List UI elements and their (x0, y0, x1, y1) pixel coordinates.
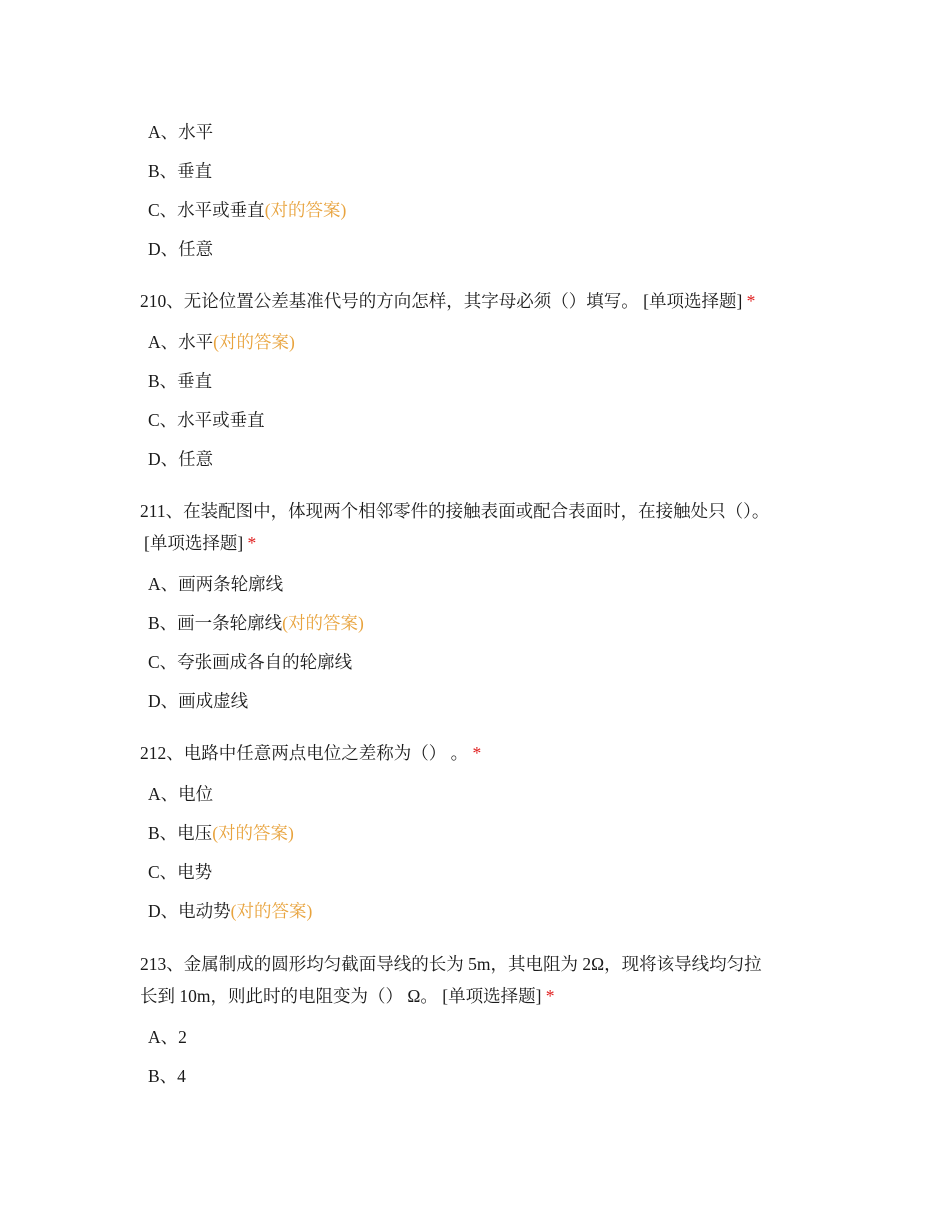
question-text: 长到 10m，则此时的电阻变为（） Ω。 [单项选择题] (140, 986, 542, 1006)
required-star: * (247, 533, 257, 553)
question-213-cont (140, 985, 555, 1007)
question-210 (140, 290, 755, 312)
option-c (148, 861, 212, 883)
question-text: 210、无论位置公差基准代号的方向怎样，其字母必须（）填写。 [单项选择题] (140, 291, 743, 311)
option-text: B、画一条轮廓线 (148, 613, 283, 633)
option-text: D、任意 (148, 239, 214, 259)
question-text: 213、金属制成的圆形均匀截面导线的长为 5m，其电阻为 2Ω，现将该导线均匀拉 (140, 954, 762, 974)
option-b (148, 160, 212, 182)
question-213 (140, 953, 762, 975)
option-text: D、任意 (148, 449, 214, 469)
correct-answer-mark: (对的答案) (282, 613, 364, 633)
option-text: D、电动势 (148, 901, 231, 921)
option-text: A、水平 (148, 332, 214, 352)
required-star: * (746, 291, 756, 311)
option-text: A、画两条轮廓线 (148, 574, 284, 594)
required-star: * (472, 743, 482, 763)
option-text: A、电位 (148, 784, 214, 804)
option-text: B、垂直 (148, 371, 213, 391)
option-c (148, 651, 352, 673)
option-text: A、水平 (148, 122, 214, 142)
option-c (148, 199, 346, 221)
question-text: 211、在装配图中，体现两个相邻零件的接触表面或配合表面时，在接触处只（）。 (140, 501, 770, 521)
option-text: B、4 (148, 1066, 186, 1086)
option-text: C、水平或垂直 (148, 200, 265, 220)
option-text: B、电压 (148, 823, 213, 843)
option-b (148, 612, 364, 634)
option-text: D、画成虚线 (148, 691, 249, 711)
option-text: C、夸张画成各自的轮廓线 (148, 652, 353, 672)
option-text: C、水平或垂直 (148, 410, 265, 430)
correct-answer-mark: (对的答案) (230, 901, 313, 921)
option-b (148, 1065, 186, 1087)
required-star: * (545, 986, 555, 1006)
option-a (148, 783, 213, 805)
option-a (148, 1026, 187, 1048)
question-text: 212、电路中任意两点电位之差称为（） 。 (140, 743, 469, 763)
option-a (148, 573, 283, 595)
question-211 (140, 500, 769, 522)
option-a (148, 331, 295, 353)
correct-answer-mark: (对的答案) (264, 200, 347, 220)
option-b (148, 370, 212, 392)
option-c (148, 409, 265, 431)
option-d (148, 448, 213, 470)
option-d (148, 690, 248, 712)
option-b (148, 822, 294, 844)
option-d (148, 900, 312, 922)
option-d (148, 238, 213, 260)
question-212 (140, 742, 481, 764)
option-text: B、垂直 (148, 161, 213, 181)
question-type: [单项选择题] (144, 533, 244, 553)
option-a (148, 121, 213, 143)
correct-answer-mark: (对的答案) (212, 823, 294, 843)
correct-answer-mark: (对的答案) (213, 332, 295, 352)
option-text: A、2 (148, 1027, 187, 1047)
option-text: C、电势 (148, 862, 213, 882)
question-211-cont (144, 532, 256, 554)
